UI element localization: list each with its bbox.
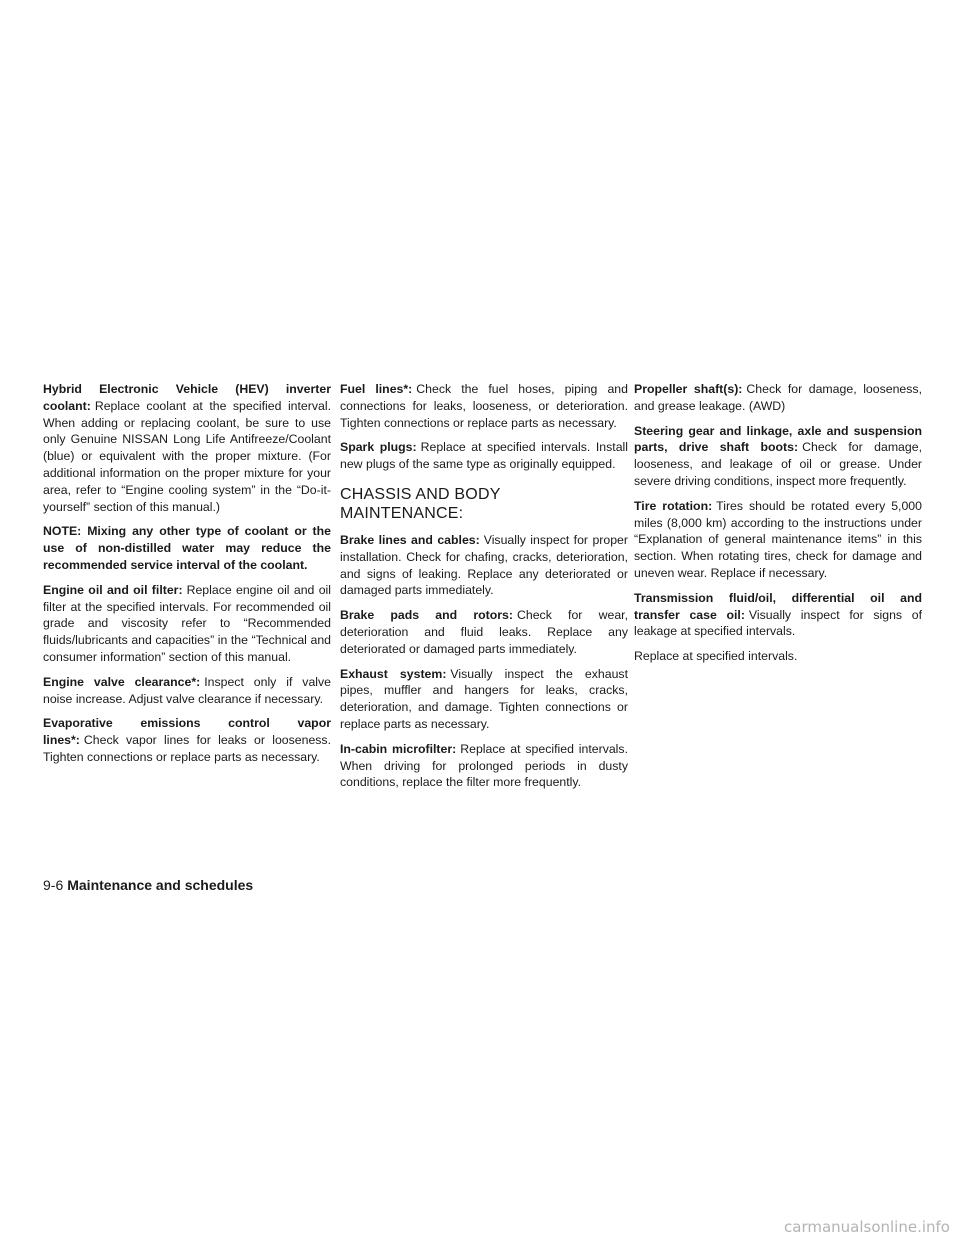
paragraph-cabin-microfilter — [340, 741, 628, 791]
item-text: Inspect only if valve noise increase. Adjust valve clearance if necessary. — [43, 674, 332, 706]
paragraph-evap-vapor-lines — [43, 715, 331, 765]
item-text: Check for damage, looseness, and grease leakage. (AWD) — [634, 382, 922, 413]
column-middle — [340, 381, 628, 799]
paragraph-brake-lines — [340, 532, 628, 599]
paragraph-replace-intervals — [634, 648, 922, 665]
item-heading: Exhaust system: — [340, 666, 447, 681]
paragraph-brake-pads — [340, 607, 628, 657]
item-text: Check vapor lines for leaks or looseness. Tighten connections or replace parts as necessary. — [43, 733, 331, 764]
paragraph-exhaust-system — [340, 666, 628, 733]
item-text: Visually inspect for proper installation. Check for chafing, cracks, deterioration, and signs of leaking. Replace any deteriorated or damaged parts immediately. — [340, 532, 628, 598]
item-heading: Tire rotation: — [634, 498, 713, 513]
paragraph-spark-plugs — [340, 439, 628, 473]
paragraph-hev-inverter-coolant — [43, 381, 331, 515]
paragraph-transmission-fluid — [634, 590, 922, 640]
column-right — [634, 381, 922, 673]
paragraph-engine-oil — [43, 582, 331, 666]
watermark: carmanualsonline.info — [784, 1218, 950, 1236]
paragraph-valve-clearance — [43, 674, 331, 708]
paragraph-fuel-lines — [340, 381, 628, 431]
item-text: Replace coolant at the specified interval. When adding or replacing coolant, be sure to use only Genuine NISSAN Long Life Antifreeze/Coolant (blue) or equivalent with the proper mixture. (For additional information on the proper mixture for your area, refer to “Engine cooling system” in the “Do-it-yourself” section of this manual.) — [43, 398, 331, 514]
paragraph-tire-rotation — [634, 498, 922, 582]
paragraph-steering-suspension — [634, 423, 922, 490]
item-text: Check the fuel hoses, piping and connections for leaks, looseness, or deterioration. Tighten connections or replace parts as necessary. — [340, 382, 628, 430]
item-heading: In-cabin microfilter: — [340, 741, 457, 756]
item-text: Visually inspect for signs of leakage at specified intervals. — [634, 607, 923, 639]
item-text: Check for wear, deterioration and fluid leaks. Replace any deteriorated or damaged parts immediately. — [340, 608, 628, 656]
item-text: Visually inspect the exhaust pipes, muffler and hangers for leaks, cracks, deterioration, and damage. Tighten connections or replace parts as necessary. — [340, 666, 628, 731]
item-heading: Brake lines and cables: — [340, 532, 480, 547]
item-heading: Transmission fluid/oil, differential oil and transfer case oil: — [634, 590, 922, 622]
item-heading: Brake pads and rotors: — [340, 608, 513, 623]
item-text: Replace engine oil and oil filter at the specified intervals. For recommended oil grade and viscosity refer to “Recommended fluids/lubricants and capacities” in the “Technical and consumer information” section of this manual. — [43, 582, 331, 664]
item-heading: Propeller shaft(s): — [634, 382, 743, 396]
section-heading-chassis-body: CHASSIS AND BODY MAINTENANCE: — [340, 485, 501, 522]
item-heading: Engine oil and oil filter: — [43, 582, 183, 597]
item-text: Replace at specified intervals. When driving for prolonged periods in dusty conditions, replace the filter more frequently. — [340, 741, 628, 790]
column-left — [43, 381, 331, 774]
item-heading: Spark plugs: — [340, 440, 417, 455]
item-heading: Steering gear and linkage, axle and suspension parts, drive shaft boots: — [634, 423, 922, 455]
paragraph-propeller-shaft — [634, 381, 922, 415]
item-heading: Evaporative emissions control vapor lines*: — [43, 716, 331, 748]
item-text: Replace at specified intervals. Install new plugs of the same type as originally equipped. — [340, 440, 628, 472]
page-footer — [43, 876, 253, 894]
item-text: Replace at specified intervals. — [634, 649, 798, 664]
chapter-title: Maintenance and schedules — [67, 877, 254, 893]
coolant-note: NOTE: Mixing any other type of coolant or the use of non-distilled water may reduce the recommended service interval of the coolant. — [43, 524, 331, 572]
item-text: Tires should be rotated every 5,000 miles (8,000 km) according to the instructions under “Explanation of general maintenance items” in this section. When rotating tires, check for damage and uneven wear. Replace if necessary. — [634, 498, 922, 580]
page-number: 9-6 — [43, 877, 64, 893]
item-heading: Hybrid Electronic Vehicle (HEV) inverter coolant: — [43, 382, 331, 413]
item-text: Check for damage, looseness, and leakage of oil or grease. Under severe driving conditions, inspect more frequently. — [634, 440, 922, 488]
item-heading: Fuel lines*: — [340, 382, 413, 396]
item-heading: Engine valve clearance*: — [43, 674, 201, 689]
